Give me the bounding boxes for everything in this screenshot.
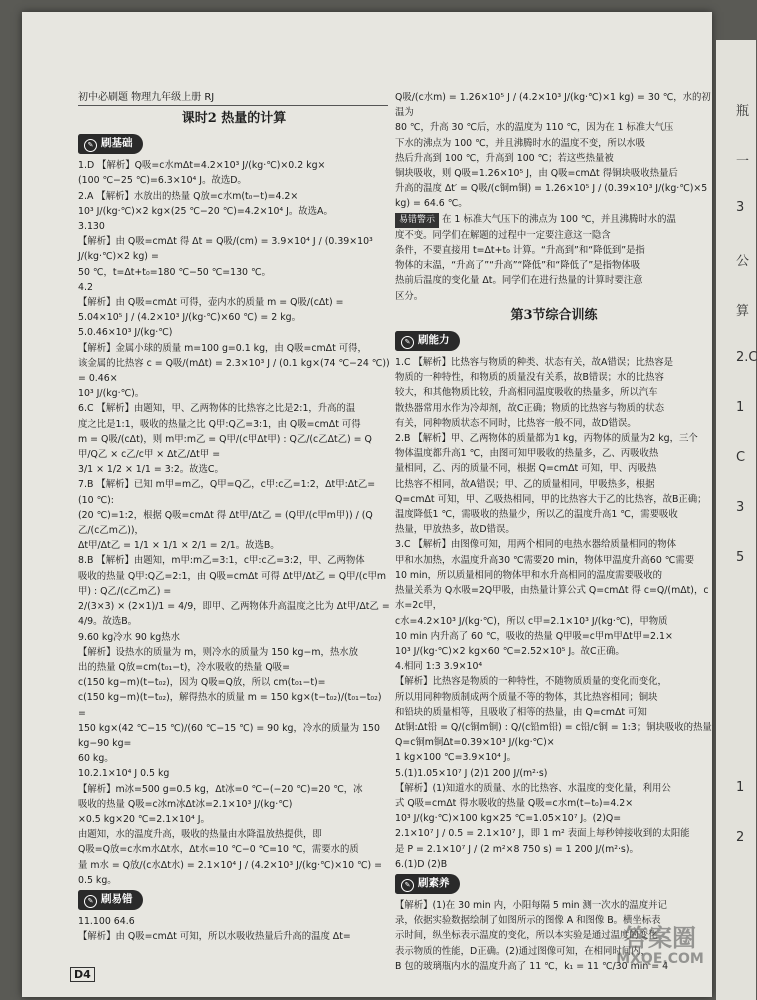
answer-line: 5.(1)1.05×10⁷ J (2)1 200 J/(m²·s): [395, 767, 548, 779]
answer-line: ×0.5 kg×20 ℃=2.1×10⁴ J。: [78, 813, 210, 825]
answer-line: 有关，同种物质状态不同时，比热容一般不同，故D错误。: [395, 417, 637, 429]
answer-line: 5.04×10⁵ J / (4.2×10³ J/(kg·℃)×60 ℃) = 2 kg。: [78, 312, 301, 324]
watermark-title: 答案圈: [624, 924, 696, 952]
answer-line: B 包的玻璃瓶内水的温度升高了 11 ℃，k₁ = 11 ℃/30 min = 4: [395, 960, 669, 972]
answer-line: 由题知，水的温度升高，吸收的热量由水降温放热提供，即: [78, 829, 322, 841]
edge-char: 3: [736, 500, 745, 515]
answer-line: 区分。: [395, 290, 424, 302]
banner-ability: ✎ 刷能力: [395, 331, 460, 351]
answer-line: 和铅块的质量相等，且吸收了相等的热量，由 Q=cmΔt 可知: [395, 706, 647, 718]
edge-char: 5: [736, 550, 745, 565]
answer-line: 【解析】设热水的质量为 m，则冷水的质量为 150 kg−m，热水放: [78, 646, 358, 658]
edge-char: 算: [736, 304, 750, 319]
answer-line: Q吸/(c水m) = 1.26×10⁵ J / (4.2×10³ J/(kg·℃)×1 kg) = 30 ℃，水的初温为: [395, 92, 711, 119]
answer-line: 热量，甲放热多，故D错误。: [395, 524, 515, 536]
answer-line: Q=cmΔt 可知，甲、乙吸热相同，甲的比热容大于乙的比热容，故B正确；: [395, 493, 707, 505]
answer-line: 1.D 【解析】Q吸=c水mΔt=4.2×10³ J/(kg·℃)×0.2 kg×: [78, 160, 326, 172]
edge-char: 2: [736, 830, 745, 845]
answer-line: 10.2.1×10⁴ J 0.5 kg: [78, 768, 170, 780]
answer-line: 所以用同种物质制成两个质量不等的物体，其比热容相同；铜块: [395, 691, 658, 703]
answer-line: 4.相同 1:3 3.9×10⁴: [395, 661, 483, 673]
answer-line: 8.B 【解析】由题知，m甲:m乙=3:1，c甲:c乙=3:2，甲、乙两物体: [78, 555, 365, 567]
answer-line: 【解析】比热容是物质的一种特性，不随物质质量的变化而变化，: [395, 676, 667, 688]
answer-line: 【解析】由 Q吸=cmΔt 可知，所以水吸收热量后升高的温度 Δt=: [78, 931, 351, 943]
answer-line: Q吸=Q放=c水m水Δt水，Δt水=10 ℃−0 ℃=10 ℃，需要水的质: [78, 844, 359, 856]
answer-line: 11.100 64.6: [78, 915, 135, 927]
answer-line: 吸收的热量 Q吸=c冰m冰Δt冰=2.1×10³ J/(kg·℃): [78, 798, 293, 810]
answer-line: 升高的温度 Δt′ = Q吸/(c铜m铜) = 1.26×10⁵ J / (0.39×10³ J/(kg·℃)×5 kg) = 64.6 ℃。: [395, 183, 708, 210]
answer-line: 物体温度都升高1 ℃，由图可知甲吸收的热量多，乙、丙吸收热: [395, 448, 659, 460]
answer-line: 表示物质的性能，D正确。(2)通过图像可知，在相同时间内，: [395, 945, 650, 957]
answer-line: 下水的沸点为 100 ℃，并且沸腾时水的温度不变，所以水吸: [395, 137, 646, 149]
answer-line: 甲和水加热，水温度升高30 ℃需要20 min，物体甲温度升高60 ℃需要: [395, 554, 695, 566]
answer-line: 散热器常用水作为冷却剂，故C正确；物质的比热容与物质的状态: [395, 402, 665, 414]
answer-line: 示时间，纵坐标表示温度的变化，所以本实验是通过温度的变化: [395, 930, 658, 942]
answer-line: 5.0.46×10³ J/(kg·℃): [78, 327, 173, 339]
pencil-icon: ✎: [401, 879, 414, 892]
right-column: [395, 90, 713, 974]
answer-line: Δt甲/Δt乙 = 1/1 × 1/1 × 2/1 = 2/1。故选B。: [78, 540, 280, 552]
answer-line: (20 ℃)=1:2，根据 Q吸=cmΔt 得 Δt甲/Δt乙 = (Q甲/(c甲m甲)) / (Q乙/(c乙m乙))，: [78, 509, 373, 537]
tip-badge: 易错警示: [395, 213, 439, 228]
answer-line: 【解析】金属小球的质量 m=100 g=0.1 kg，由 Q吸=cmΔt 可得，: [78, 342, 367, 354]
banner-basic: ✎ 刷基础: [78, 134, 143, 154]
answer-line: 7.B 【解析】已知 m甲=m乙，Q甲=Q乙，c甲:c乙=1:2，Δt甲:Δt乙=(10 ℃):: [78, 479, 376, 506]
answer-line: 6.C 【解析】由题知，甲、乙两物体的比热容之比是2:1，升高的温: [78, 403, 356, 415]
pencil-icon: ✎: [401, 336, 414, 349]
answer-line: 度不变。同学们在解题的过程中一定要注意这一隐含: [395, 229, 611, 241]
answer-line: 该金属的比热容 c = Q吸/(mΔt) = 2.3×10³ J / (0.1 kg×(74 ℃−24 ℃)) = 0.46×: [78, 357, 390, 385]
answer-line: 铜块吸收，则 Q吸=1.26×10⁵ J，由 Q吸=cmΔt 得铜块吸收热量后: [395, 168, 678, 180]
answer-line: 3/1 × 1/2 × 1/1 = 3:2。故选C。: [78, 464, 224, 476]
answer-line: 2/(3×3) × (2×1)/1 = 4/9，即甲、乙两物体升高温度之比为 Δt甲/Δt乙 =: [78, 601, 390, 613]
adjacent-page-edge: [716, 40, 756, 1000]
answer-line: 录，依据实验数据绘制了如图所示的图像 A 和图像 B。横坐标表: [395, 915, 661, 927]
answer-line: 是 P = 2.1×10⁷ J / (2 m²×8 750 s) = 1 200 J/(m²·s)。: [395, 843, 639, 855]
answer-line: 【解析】m冰=500 g=0.5 kg，Δt冰=0 ℃−(−20 ℃)=20 ℃，冰: [78, 783, 363, 795]
book-page: [22, 12, 712, 997]
answer-line: 10³ J/(kg·℃)×2 kg×60 ℃=2.52×10⁵ J。故C正确。: [395, 645, 625, 657]
left-column: [78, 107, 390, 944]
answer-line: 热前后温度的变化量 Δt。同学们在进行热量的计算时要注意: [395, 275, 643, 287]
edge-char: 1: [736, 780, 745, 795]
answer-line: 3.130: [78, 221, 105, 233]
edge-char: 1: [736, 400, 745, 415]
answer-line: 较大，和其他物质比较，升高相同温度吸收的热量多，所以汽车: [395, 387, 658, 399]
answer-line: 4/9。故选B。: [78, 616, 138, 628]
watermark: [600, 925, 720, 967]
answer-line: 2.A 【解析】水放出的热量 Q放=c水m(t₀−t)=4.2×: [78, 190, 299, 202]
edge-char: 3: [736, 200, 745, 215]
answer-line: 物质的一种特性，和物质的质量没有关系，故B错误；水的比热容: [395, 372, 664, 384]
answer-line: 条件，不要直接用 t=Δt+t₀ 计算。“升高到”和“降低到”是指: [395, 245, 645, 257]
answer-line: 温度降低1 ℃，需吸收的热量少，所以乙的温度升高1 ℃，需要吸收: [395, 509, 678, 521]
answer-line: 度之比是1:1，吸收的热量之比 Q甲:Q乙=3:1，由 Q吸=cmΔt 可得: [78, 418, 361, 430]
answer-line: 150 kg×(42 ℃−15 ℃)/(60 ℃−15 ℃) = 90 kg，冷水的质量为 150 kg−90 kg=: [78, 722, 380, 749]
pencil-icon: ✎: [84, 139, 97, 152]
answer-line: Δt铜:Δt铅 = Q/(c铜m铜) : Q/(c铅m铅) = c铅/c铜 = 1:3；铜块吸收的热量 Q=c铜m铜Δt=0.39×10³ J/(kg·℃)×: [395, 721, 712, 749]
section-title: 第3节综合训练: [510, 307, 598, 323]
answer-line: 物体的末温，“升高了”“升高”“降低”和“降低了”是指物体吸: [395, 260, 641, 272]
banner-literacy: ✎ 刷素养: [395, 874, 460, 894]
answer-line: c(150 kg−m)(t−t₀₂)，因为 Q吸=Q放，所以 cm(t₀₁−t)=: [78, 677, 326, 689]
answer-line: c(150 kg−m)(t−t₀₂)，解得热水的质量 m = 150 kg×(t−t₀₂)/(t₀₁−t₀₂) =: [78, 692, 382, 719]
answer-line: 2.B 【解析】甲、乙两物体的质量都为1 kg，丙物体的质量为2 kg，三个: [395, 433, 698, 445]
banner-easy-error: ✎ 刷易错: [78, 890, 143, 910]
page-header: 初中必刷题 物理九年级上册 RJ: [78, 88, 388, 106]
answer-line: 【解析】(1)知道水的质量、水的比热容、水温度的变化量，利用公: [395, 782, 671, 794]
answer-line: 9.60 kg冷水 90 kg热水: [78, 631, 181, 643]
edge-char: 2.C: [736, 350, 757, 365]
answer-line: 量相同，乙、丙的质量不同，根据 Q=cmΔt 可知，甲、丙吸热: [395, 463, 657, 475]
answer-line: 10³ J/(kg·℃)×2 kg×(25 ℃−20 ℃)=4.2×10⁴ J。故选A。: [78, 205, 333, 217]
answer-line: m = Q吸/(cΔt)，则 m甲:m乙 = Q甲/(c甲Δt甲) : Q乙/(c乙Δt乙) = Q甲/Q乙 × c乙/c甲 × Δt乙/Δt甲 =: [78, 433, 372, 461]
answer-line: 10³ J/(kg·℃)×100 kg×25 ℃=1.05×10⁷ J。(2)Q=: [395, 813, 622, 825]
answer-line: 4.2: [78, 281, 93, 293]
tip-line: 易错警示 在 1 标准大气压下的沸点为 100 ℃，并且沸腾时水的温: [395, 212, 713, 228]
answer-line: 量 m水 = Q放/(c水Δt水) = 2.1×10⁴ J / (4.2×10³ J/(kg·℃)×10 ℃) = 0.5 kg。: [78, 859, 383, 886]
edge-char: 瓶: [736, 104, 750, 119]
answer-line: 吸收的热量 Q甲:Q乙=2:1，由 Q吸=cmΔt 可得 Δt甲/Δt乙 = Q甲/(c甲m甲) : Q乙/(c乙m乙) =: [78, 570, 387, 597]
answer-line: 80 ℃，升高 30 ℃后，水的温度为 110 ℃，因为在 1 标准大气压: [395, 122, 674, 134]
answer-line: 式 Q吸=cmΔt 得水吸收的热量 Q吸=c水m(t−t₀)=4.2×: [395, 797, 634, 809]
answer-line: 热后升高到 100 ℃，升高到 100 ℃；若这些热量被: [395, 152, 614, 164]
answer-line: 【解析】由 Q吸=cmΔt 得 Δt = Q吸/(cm) = 3.9×10⁴ J / (0.39×10³ J/(kg·℃)×2 kg) =: [78, 236, 373, 263]
answer-line: 比热容不相同，故A错误；甲、乙的质量相同，甲吸热多，根据: [395, 478, 655, 490]
edge-char: C: [736, 450, 746, 465]
pencil-icon: ✎: [84, 895, 97, 908]
answer-line: 10 min，所以质量相同的物体甲和水升高相同的温度需要吸收的: [395, 569, 662, 581]
edge-char: 一: [736, 154, 750, 169]
answer-line: c水=4.2×10³ J/(kg·℃)，所以 c甲=2.1×10³ J/(kg·℃)，甲物质: [395, 615, 668, 627]
answer-line: 3.C 【解析】由图像可知，用两个相同的电热水器给质量相同的物体: [395, 539, 676, 551]
watermark-url: MXQE.COM: [616, 951, 704, 967]
answer-line: 60 kg。: [78, 753, 114, 765]
answer-line: 1.C 【解析】比热容与物质的种类、状态有关，故A错误；比热容是: [395, 357, 674, 369]
lesson-title: 课时2 热量的计算: [181, 111, 287, 126]
answer-line: (100 ℃−25 ℃)=6.3×10⁴ J。故选D。: [78, 175, 247, 187]
edge-char: 公: [736, 254, 750, 269]
answer-line: 出的热量 Q放=cm(t₀₁−t)，冷水吸收的热量 Q吸=: [78, 661, 291, 673]
answer-line: 【解析】(1)在 30 min 内，小阳每隔 5 min 测一次水的温度并记: [395, 899, 667, 911]
page-number: D4: [70, 967, 95, 982]
answer-line: 10 min 内升高了 60 ℃，吸收的热量 Q甲吸=c甲m甲Δt甲=2.1×: [395, 630, 673, 642]
answer-line: 【解析】由 Q吸=cmΔt 可得，壶内水的质量 m = Q吸/(cΔt) =: [78, 297, 344, 309]
answer-line: 1 kg×100 ℃=3.9×10⁴ J。: [395, 752, 517, 764]
answer-line: 2.1×10⁷ J / 0.5 = 2.1×10⁷ J，即 1 m² 表面上每秒钟接收到的太阳能: [395, 828, 690, 840]
answer-line: 50 ℃，t=Δt+t₀=180 ℃−50 ℃=130 ℃。: [78, 266, 271, 278]
answer-line: 6.(1)D (2)B: [395, 858, 448, 870]
answer-line: 热量关系为 Q水吸=2Q甲吸，由热量计算公式 Q=cmΔt 得 c=Q/(mΔt)，c水=2c甲，: [395, 585, 709, 612]
answer-line: 10³ J/(kg·℃)。: [78, 388, 145, 400]
